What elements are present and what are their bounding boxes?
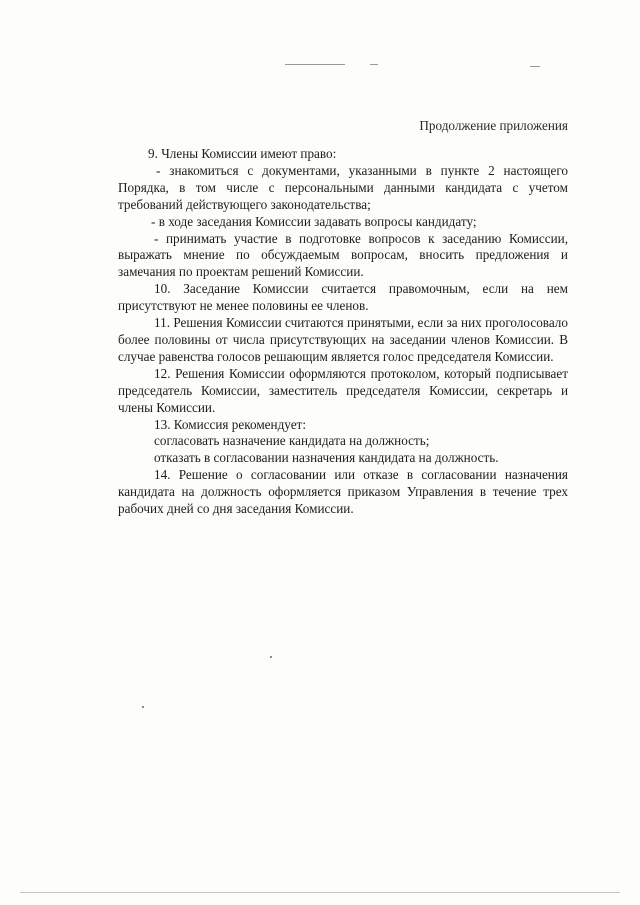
continuation-note: Продолжение приложения <box>419 118 568 133</box>
paragraph-9: 9. Члены Комиссии имеют право: <box>148 146 337 161</box>
paragraph-11: 11. Решения Комиссии считаются принятыми, если за них проголосовало более половины от числа присутствующих на заседании членов Комиссии. В случае равенства голосов решающим является голос председателя Комиссии. <box>118 315 568 364</box>
scan-artifact-bottom <box>20 892 620 893</box>
paragraph-14: 14. Решение о согласовании или отказе в согласовании назначения кандидата на должность оформляется приказом Управления в течение трех рабочих дней со дня заседания Комиссии. <box>118 467 568 517</box>
paragraph-13: 13. Комиссия рекомендует: <box>154 416 306 432</box>
paragraph-9-item-3: - принимать участие в подготовке вопросов к заседанию Комиссии, выражать мнение по обсуждаемым вопросам, вносить предложения и замечания по проектам решений Комиссии. <box>118 230 568 280</box>
paragraph-13-option-1: согласовать назначение кандидата на должность; <box>154 433 430 449</box>
document-body <box>118 146 568 518</box>
paragraph-12: 12. Решения Комиссии оформляются протоколом, который подписывает председатель Комиссии, заместитель председателя Комиссии, секретарь и члены Комиссии. <box>118 365 568 415</box>
scan-artifact-top <box>285 64 345 65</box>
paragraph-9-item-1: - знакомиться с документами, указанными в пункте 2 настоящего Порядка, в том числе с персональными данными кандидата с учетом требований действующего законодательства; <box>118 162 568 212</box>
scan-speck <box>270 656 272 658</box>
paragraph-9-item-2: - в ходе заседания Комиссии задавать вопросы кандидату; <box>151 213 477 229</box>
paragraph-10: 10. Заседание Комиссии считается правомочным, если на нем присутствуют не менее половины ее членов. <box>118 281 568 314</box>
scan-speck <box>142 706 144 708</box>
scan-artifact-top-3 <box>530 66 540 67</box>
paragraph-13-option-2: отказать в согласовании назначения кандидата на должность. <box>154 450 499 466</box>
scan-artifact-top-2 <box>370 64 378 65</box>
